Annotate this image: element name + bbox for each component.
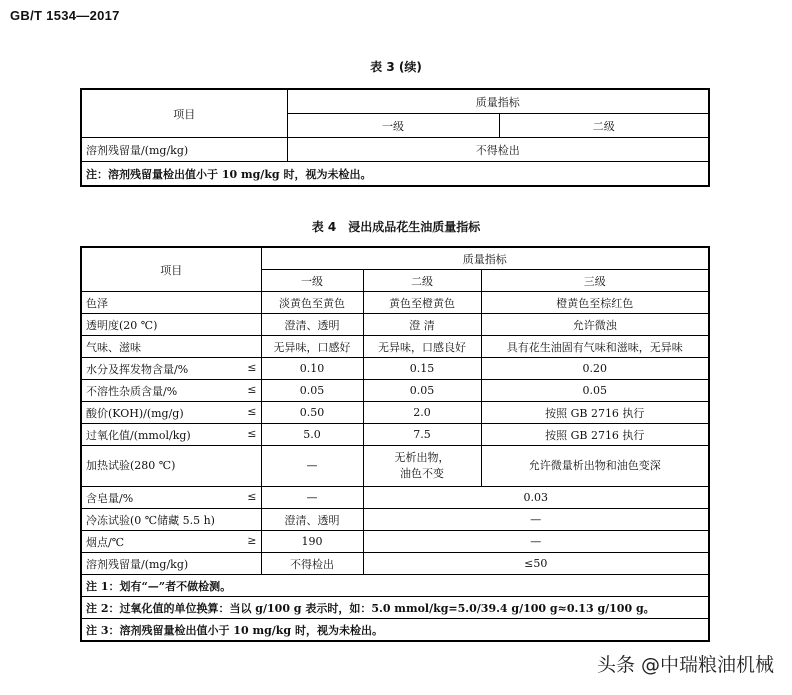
table-row [81, 424, 709, 446]
cell-grade1: — [261, 446, 363, 487]
row-label [81, 531, 261, 553]
row-label [81, 314, 261, 336]
table-row [81, 446, 709, 487]
cell-grade23: ≤50 [363, 553, 709, 575]
table4-note-2: 注 2：过氧化值的单位换算：当以 g/100 g 表示时，如：5.0 mmol/kg=5.0/39.4 g/100 g≈0.13 g/100 g。 [81, 597, 709, 619]
cell-grade3: 按照 GB 2716 执行 [481, 424, 709, 446]
cell-grade3: 橙黄色至棕红色 [481, 292, 709, 314]
row-label [81, 487, 261, 509]
comparison-symbol: ≤ [247, 360, 257, 374]
row-label-text: 溶剂残留量/(mg/kg) [86, 557, 189, 571]
cell-grade3: 具有花生油固有气味和滋味，无异味 [481, 336, 709, 358]
table3-caption: 表 3 (续) [370, 60, 422, 74]
table4-caption: 表 4 浸出成品花生油质量指标 [311, 220, 481, 234]
cell-grade3: 允许微量析出物和油色变深 [481, 446, 709, 487]
cell-grade1: 淡黄色至黄色 [261, 292, 363, 314]
heat-test-grade2-line1: 无析出物， [394, 451, 450, 464]
table-row [81, 358, 709, 380]
comparison-symbol: ≤ [247, 404, 257, 418]
row-label-text: 透明度(20 ℃) [86, 318, 158, 332]
table4-note-3: 注 3：溶剂残留量检出值小于 10 mg/kg 时，视为未检出。 [81, 619, 709, 642]
cell-grade3: 允许微浊 [481, 314, 709, 336]
cell-grade23: — [363, 509, 709, 531]
table-row [81, 314, 709, 336]
table4-header-grade3: 三级 [481, 270, 709, 292]
row-label [81, 424, 261, 446]
row-label [81, 553, 261, 575]
row-label [81, 446, 261, 487]
row-label-text: 色泽 [86, 296, 108, 310]
cell-grade3: 0.05 [481, 380, 709, 402]
cell-grade23: 0.03 [363, 487, 709, 509]
row-label-text: 含皂量/% [86, 491, 134, 505]
row-label-text: 过氧化值/(mmol/kg) [86, 428, 191, 442]
cell-grade2: 0.15 [363, 358, 481, 380]
table3-solvent-value: 不得检出 [287, 138, 709, 162]
table4-header-item: 项目 [81, 247, 261, 292]
cell-grade1: 5.0 [261, 424, 363, 446]
comparison-symbol: ≤ [247, 489, 257, 503]
table-row [81, 509, 709, 531]
heat-test-grade2-line2: 油色不变 [400, 467, 444, 480]
table4-header-grade2: 二级 [363, 270, 481, 292]
table-row [81, 487, 709, 509]
table4-note-1: 注 1：划有“—”者不做检测。 [81, 575, 709, 597]
row-label [81, 358, 261, 380]
cell-grade1: — [261, 487, 363, 509]
table-row [81, 138, 709, 162]
table-row [81, 531, 709, 553]
cell-grade23: — [363, 531, 709, 553]
row-label-text: 加热试验(280 ℃) [86, 459, 176, 472]
row-label-text: 不溶性杂质含量/% [86, 384, 178, 398]
cell-grade1: 澄清、透明 [261, 314, 363, 336]
row-label-text: 酸价(KOH)/(mg/g) [86, 406, 184, 420]
cell-grade2 [363, 446, 481, 487]
table-row [81, 402, 709, 424]
cell-grade2: 黄色至橙黄色 [363, 292, 481, 314]
cell-grade1: 0.50 [261, 402, 363, 424]
cell-grade1: 0.10 [261, 358, 363, 380]
cell-grade1: 190 [261, 531, 363, 553]
cell-grade1: 澄清、透明 [261, 509, 363, 531]
table4-header-grade1: 一级 [261, 270, 363, 292]
cell-grade1: 0.05 [261, 380, 363, 402]
table3-note: 注：溶剂残留量检出值小于 10 mg/kg 时，视为未检出。 [81, 162, 709, 187]
cell-grade2: 7.5 [363, 424, 481, 446]
row-label-text: 气味、滋味 [86, 340, 141, 354]
comparison-symbol: ≤ [247, 382, 257, 396]
cell-grade2: 澄 清 [363, 314, 481, 336]
table4 [80, 246, 710, 642]
row-label [81, 292, 261, 314]
comparison-symbol: ≥ [247, 533, 257, 547]
table3-solvent-label: 溶剂残留量/(mg/kg) [81, 138, 287, 162]
row-label-text: 冷冻试验(0 ℃储藏 5.5 h) [86, 513, 215, 527]
cell-grade3: 0.20 [481, 358, 709, 380]
table-row [81, 336, 709, 358]
table-row [81, 553, 709, 575]
table3-header-grade2: 二级 [499, 114, 709, 138]
table-row [81, 292, 709, 314]
row-label [81, 380, 261, 402]
cell-grade2: 0.05 [363, 380, 481, 402]
row-label-text: 烟点/℃ [86, 535, 125, 549]
watermark: 头条 @中瑞粮油机械 [596, 654, 774, 676]
table-row [81, 380, 709, 402]
cell-grade3: 按照 GB 2716 执行 [481, 402, 709, 424]
table3-header-item: 项目 [81, 89, 287, 138]
comparison-symbol: ≤ [247, 426, 257, 440]
table4-header-quality: 质量指标 [261, 247, 709, 270]
table3-header-grade1: 一级 [287, 114, 499, 138]
cell-grade2: 无异味，口感良好 [363, 336, 481, 358]
cell-grade1: 无异味，口感好 [261, 336, 363, 358]
table3-header-quality: 质量指标 [287, 89, 709, 114]
row-label [81, 336, 261, 358]
table3 [80, 88, 710, 187]
row-label [81, 402, 261, 424]
row-label-text: 水分及挥发物含量/% [86, 362, 189, 376]
cell-grade2: 2.0 [363, 402, 481, 424]
standard-code: GB/T 1534—2017 [10, 8, 120, 23]
row-label [81, 509, 261, 531]
cell-grade1: 不得检出 [261, 553, 363, 575]
